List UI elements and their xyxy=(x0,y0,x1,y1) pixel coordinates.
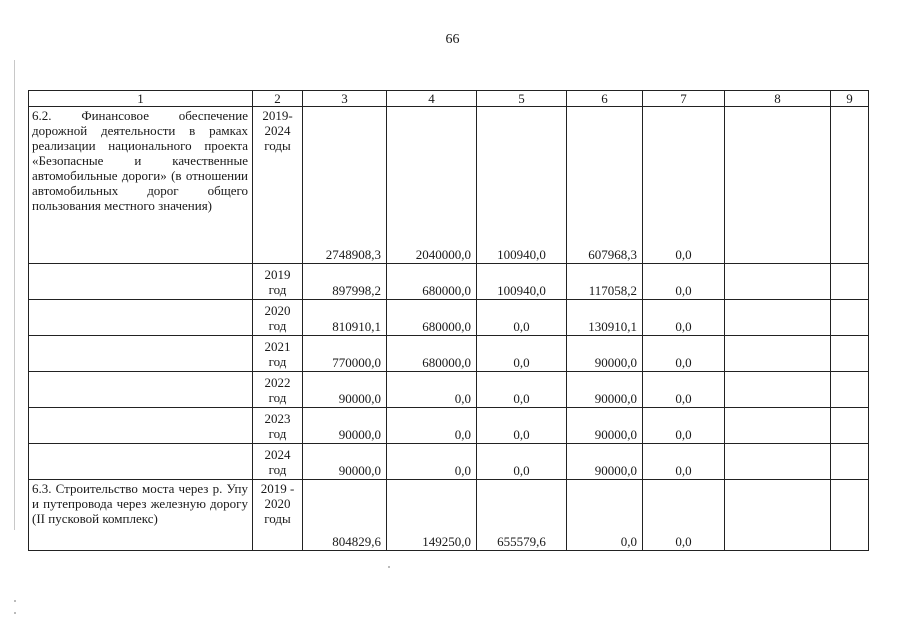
value-cell-8 xyxy=(725,300,831,336)
scan-margin-line xyxy=(14,60,15,530)
value-cell-8 xyxy=(725,444,831,480)
value-cell-3: 804829,6 xyxy=(303,480,387,551)
row-period-cell: 2021 год xyxy=(253,336,303,372)
value-cell-9 xyxy=(831,300,869,336)
scan-dot xyxy=(14,612,16,614)
value-cell-4: 0,0 xyxy=(387,444,477,480)
table-row xyxy=(29,480,869,551)
value-cell-8 xyxy=(725,480,831,551)
column-header-3: 3 xyxy=(303,91,387,107)
column-header-8: 8 xyxy=(725,91,831,107)
value-cell-5: 0,0 xyxy=(477,300,567,336)
value-cell-4: 680000,0 xyxy=(387,264,477,300)
table-row xyxy=(29,336,869,372)
row-period-cell: 2020 год xyxy=(253,300,303,336)
value-cell-8 xyxy=(725,408,831,444)
table-row xyxy=(29,372,869,408)
row-period-cell: 2024 год xyxy=(253,444,303,480)
value-cell-7: 0,0 xyxy=(643,480,725,551)
value-cell-8 xyxy=(725,264,831,300)
row-period-cell: 2019-2024 годы xyxy=(253,107,303,264)
value-cell-5: 0,0 xyxy=(477,444,567,480)
table-row xyxy=(29,408,869,444)
column-header-6: 6 xyxy=(567,91,643,107)
row-period-cell: 2019 год xyxy=(253,264,303,300)
value-cell-3: 90000,0 xyxy=(303,408,387,444)
column-header-7: 7 xyxy=(643,91,725,107)
row-name-cell xyxy=(29,264,253,300)
column-header-5: 5 xyxy=(477,91,567,107)
value-cell-9 xyxy=(831,107,869,264)
row-name-cell xyxy=(29,408,253,444)
row-name-cell xyxy=(29,372,253,408)
table-header-row xyxy=(29,91,869,107)
value-cell-8 xyxy=(725,336,831,372)
row-name-cell: 6.3. Строительство моста через р. Упу и путепровода через железную дорогу (II пусковой комплекс) xyxy=(29,480,253,551)
value-cell-9 xyxy=(831,264,869,300)
value-cell-3: 90000,0 xyxy=(303,372,387,408)
value-cell-9 xyxy=(831,336,869,372)
column-header-1: 1 xyxy=(29,91,253,107)
value-cell-6: 90000,0 xyxy=(567,444,643,480)
value-cell-5: 100940,0 xyxy=(477,264,567,300)
value-cell-6: 130910,1 xyxy=(567,300,643,336)
value-cell-7: 0,0 xyxy=(643,300,725,336)
value-cell-8 xyxy=(725,372,831,408)
value-cell-3: 2748908,3 xyxy=(303,107,387,264)
value-cell-5: 655579,6 xyxy=(477,480,567,551)
table-body xyxy=(29,91,869,551)
scan-dot xyxy=(388,566,390,568)
value-cell-6: 90000,0 xyxy=(567,372,643,408)
row-period-cell: 2019 - 2020 годы xyxy=(253,480,303,551)
table-row xyxy=(29,264,869,300)
value-cell-3: 90000,0 xyxy=(303,444,387,480)
value-cell-6: 117058,2 xyxy=(567,264,643,300)
value-cell-4: 2040000,0 xyxy=(387,107,477,264)
row-name-cell: 6.2. Финансовое обеспечение дорожной деятельности в рамках реализации национального проекта «Безопасные и качественные автомобильные дороги» (в отношении автомобильных дорог общего пользования местного значения) xyxy=(29,107,253,264)
value-cell-9 xyxy=(831,408,869,444)
column-header-4: 4 xyxy=(387,91,477,107)
table-row xyxy=(29,444,869,480)
row-period-cell: 2022 год xyxy=(253,372,303,408)
row-period-cell: 2023 год xyxy=(253,408,303,444)
value-cell-7: 0,0 xyxy=(643,408,725,444)
value-cell-4: 0,0 xyxy=(387,408,477,444)
value-cell-5: 100940,0 xyxy=(477,107,567,264)
row-name-cell xyxy=(29,444,253,480)
row-name-cell xyxy=(29,336,253,372)
value-cell-5: 0,0 xyxy=(477,336,567,372)
value-cell-3: 897998,2 xyxy=(303,264,387,300)
table-row xyxy=(29,107,869,264)
page-number: 66 xyxy=(445,32,460,47)
value-cell-4: 680000,0 xyxy=(387,300,477,336)
value-cell-7: 0,0 xyxy=(643,336,725,372)
value-cell-4: 0,0 xyxy=(387,372,477,408)
value-cell-9 xyxy=(831,444,869,480)
column-header-9: 9 xyxy=(831,91,869,107)
scan-dot xyxy=(14,600,16,602)
value-cell-6: 90000,0 xyxy=(567,336,643,372)
value-cell-4: 680000,0 xyxy=(387,336,477,372)
value-cell-9 xyxy=(831,372,869,408)
value-cell-4: 149250,0 xyxy=(387,480,477,551)
value-cell-7: 0,0 xyxy=(643,372,725,408)
budget-table xyxy=(28,90,869,551)
value-cell-6: 90000,0 xyxy=(567,408,643,444)
value-cell-6: 0,0 xyxy=(567,480,643,551)
table-row xyxy=(29,300,869,336)
value-cell-3: 810910,1 xyxy=(303,300,387,336)
row-name-cell xyxy=(29,300,253,336)
value-cell-7: 0,0 xyxy=(643,264,725,300)
value-cell-5: 0,0 xyxy=(477,372,567,408)
value-cell-7: 0,0 xyxy=(643,444,725,480)
value-cell-5: 0,0 xyxy=(477,408,567,444)
value-cell-9 xyxy=(831,480,869,551)
value-cell-3: 770000,0 xyxy=(303,336,387,372)
value-cell-7: 0,0 xyxy=(643,107,725,264)
column-header-2: 2 xyxy=(253,91,303,107)
value-cell-6: 607968,3 xyxy=(567,107,643,264)
value-cell-8 xyxy=(725,107,831,264)
